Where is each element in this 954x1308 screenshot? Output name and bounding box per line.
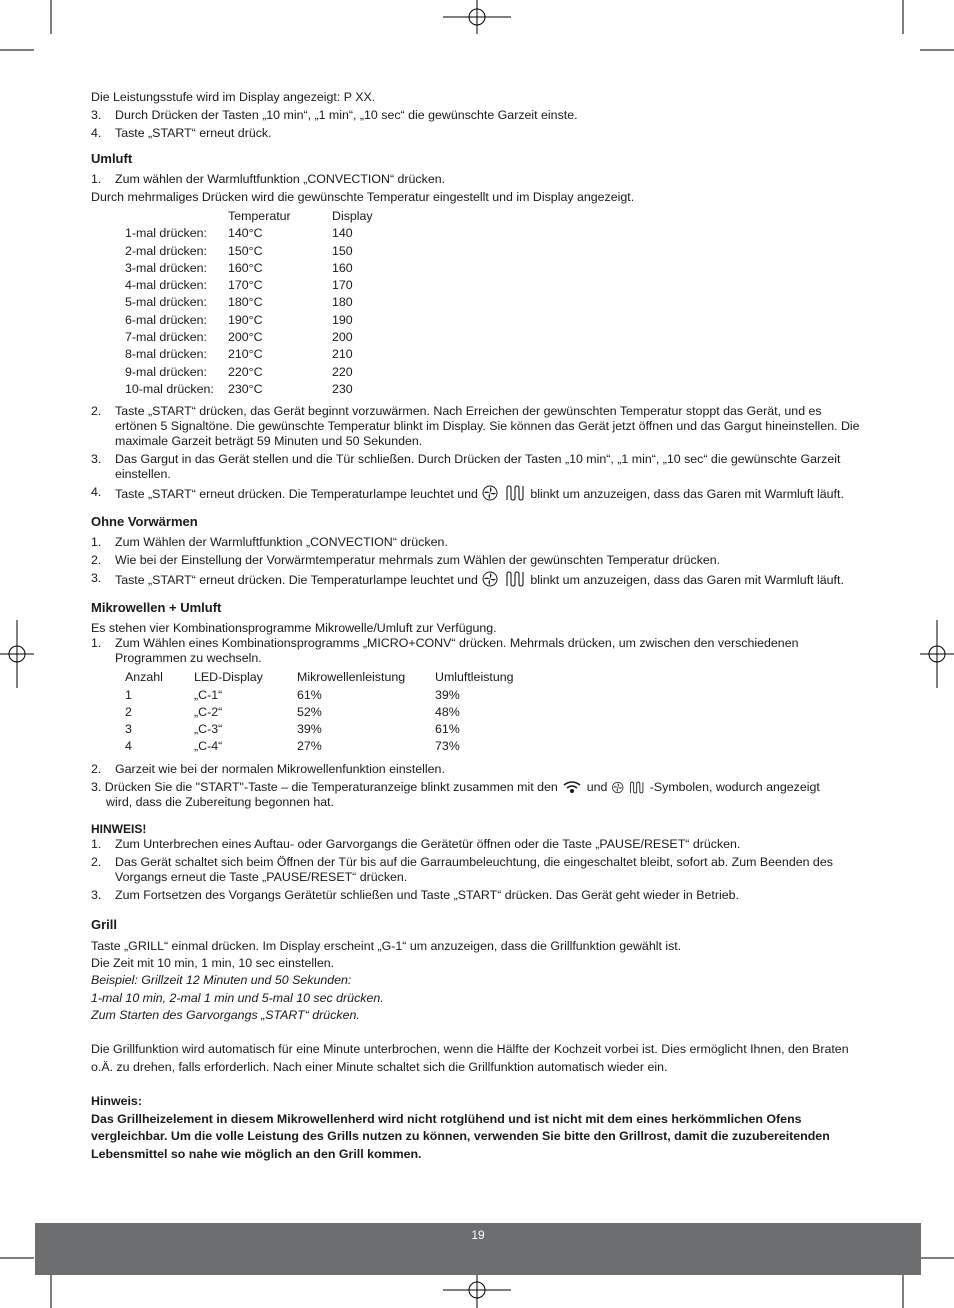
table-cell: 180 — [332, 295, 353, 310]
table-header-cell — [125, 209, 228, 226]
table-cell: 5-mal drücken: — [125, 295, 207, 310]
note-heading: Hinweis: — [91, 1094, 142, 1109]
microwave-waves-icon — [561, 780, 583, 794]
table-cell: „C-2“ — [194, 704, 223, 719]
table-cell: „C-4“ — [194, 739, 223, 754]
paragraph: Durch mehrmaliges Drücken wird die gewünschte Temperatur eingestellt und im Display angezeigt. — [91, 190, 635, 204]
list-item: 4. Taste „START“ erneut drücken. Die Temperaturlampe leuchtet und blinkt um anzuzeigen, dass das Garen mit Warmluft läuft. — [91, 485, 844, 502]
power-level-line: Die Leistungsstufe wird im Display angezeigt: P XX. — [91, 90, 376, 104]
heating-element-icon — [505, 571, 527, 587]
table-header-cell: Umluftleistung — [435, 670, 514, 685]
table-row — [125, 722, 514, 739]
list-item: 3. Taste „START“ erneut drücken. Die Temperaturlampe leuchtet und blinkt um anzuzeigen, dass das Garen mit Warmluft läuft. — [91, 571, 844, 588]
table-cell: 230 — [332, 381, 353, 396]
example-line: Beispiel: Grillzeit 12 Minuten und 50 Sekunden: — [91, 973, 352, 988]
table-header-row — [125, 670, 514, 687]
section-heading-umluft: Umluft — [91, 151, 133, 166]
list-item: 1. Zum Unterbrechen eines Auftau- oder Garvorgangs die Gerätetür öffnen oder die Taste „PAUSE/RESET“ drücken. — [91, 836, 741, 851]
table-cell: 220 — [332, 364, 353, 379]
heating-element-icon — [629, 781, 646, 794]
table-row — [125, 739, 514, 756]
table-row — [125, 278, 373, 295]
list-item: 2. Das Gerät schaltet sich beim Öffnen der Tür bis auf die Garraumbeleuchtung, die eingeschaltet bleibt, sofort ab. Zum Beenden des Vorgangs erneut die Taste „PAUSE/RESET“ drücken. — [91, 854, 833, 884]
table-cell: 6-mal drücken: — [125, 312, 207, 327]
table-cell: 1 — [125, 687, 132, 702]
heating-element-icon — [505, 485, 527, 501]
table-row — [125, 295, 373, 312]
list-item: 2. Wie bei der Einstellung der Vorwärmtemperatur mehrmals zum Wählen der gewünschten Temperatur drücken. — [91, 553, 721, 568]
table-cell: 39% — [435, 687, 460, 702]
table-cell: 160 — [332, 260, 353, 275]
table-cell: 170 — [332, 278, 353, 293]
table-cell: 230°C — [228, 381, 263, 396]
table-cell: 170°C — [228, 278, 263, 293]
table-row — [125, 313, 373, 330]
table-cell: 7-mal drücken: — [125, 330, 207, 345]
table-cell: 140 — [332, 226, 353, 241]
table-cell: 2-mal drücken: — [125, 243, 207, 258]
table-cell: 4 — [125, 739, 132, 754]
fan-icon — [611, 781, 626, 794]
table-cell: „C-3“ — [194, 722, 223, 737]
paragraph: Es stehen vier Kombinationsprogramme Mikrowelle/Umluft zur Verfügung. — [91, 621, 497, 636]
list-item: 3. Das Gargut in das Gerät stellen und die Tür schließen. Durch Drücken der Tasten „10 min“, „1 min“, „10 sec“ die gewünschte Garzeit einstellen. — [91, 452, 841, 482]
table-cell: „C-1“ — [194, 687, 223, 702]
table-cell: 220°C — [228, 364, 263, 379]
example-line: 1-mal 10 min, 2-mal 1 min und 5-mal 10 sec drücken. — [91, 990, 384, 1005]
table-cell: 3 — [125, 722, 132, 737]
table-cell: 210 — [332, 347, 353, 362]
table-row — [125, 330, 373, 347]
list-item: 3. Zum Fortsetzen des Vorgangs Gerätetür schließen und Taste „START“ drücken. Das Gerät geht wieder in Betrieb. — [91, 887, 739, 902]
table-cell: 61% — [435, 722, 460, 737]
table-row — [125, 688, 514, 705]
table-cell: 210°C — [228, 347, 263, 362]
table-cell: 190 — [332, 312, 353, 327]
paragraph: Taste „GRILL“ einmal drücken. Im Display erscheint „G-1“ um anzuzeigen, dass die Grillfunktion gewählt ist. — [91, 938, 682, 953]
list-item: 1. Zum Wählen der Warmluftfunktion „CONVECTION“ drücken. — [91, 535, 448, 550]
section-heading-mikrowellen-umluft: Mikrowellen + Umluft — [91, 600, 222, 616]
table-row — [125, 365, 373, 382]
table-cell: 9-mal drücken: — [125, 364, 207, 379]
table-row — [125, 382, 373, 399]
page-number: 19 — [471, 1228, 485, 1242]
fan-icon — [481, 571, 501, 587]
footer-band — [35, 1223, 921, 1275]
table-row — [125, 244, 373, 261]
list-item: 3. Durch Drücken der Tasten „10 min“, „1 min“, „10 sec“ die gewünschte Garzeit einste. — [91, 108, 578, 122]
table-row — [125, 226, 373, 243]
paragraph: Die Grillfunktion wird automatisch für eine Minute unterbrochen, wenn die Hälfte der Kochzeit vorbei ist. Dies ermöglicht Ihnen, den Braten o.Ä. zu drehen, falls erforderlich. Nach einer Minute schaltet sich die Grillfunktion automatisch wieder ein. — [91, 1042, 849, 1074]
manual-page-content — [91, 90, 866, 1163]
table-cell: 200 — [332, 330, 353, 345]
table-header-cell: Anzahl — [125, 670, 163, 685]
table-cell: 160°C — [228, 260, 263, 275]
list-item: 3. Drücken Sie die "START"-Taste – die Temperaturanzeige blinkt zusammen mit den und -Symbolen, wodurch angezeigt wird, dass die Zubereitung begonnen hat. — [91, 779, 820, 809]
table-cell: 200°C — [228, 330, 263, 345]
table-cell: 27% — [297, 739, 322, 754]
table-cell: 190°C — [228, 312, 263, 327]
table-cell: 8-mal drücken: — [125, 347, 207, 362]
example-line: Zum Starten des Garvorgangs „START“ drücken. — [91, 1007, 360, 1022]
table-header-cell: LED-Display — [194, 670, 263, 685]
table-row — [125, 705, 514, 722]
section-heading-ohne-vorwaermen: Ohne Vorwärmen — [91, 514, 198, 530]
list-item: 2. Taste „START“ drücken, das Gerät beginnt vorzuwärmen. Nach Erreichen der gewünschten Temperatur stoppt das Gerät, und es ertönen 5 Signaltöne. Die gewünschte Temperatur blinkt im Display. Sie können das Gerät jetzt öffnen und das Gargut hineinstellen. Die maximale Garzeit beträgt 59 Minuten und 50 Sekunden. — [91, 404, 860, 449]
table-cell: 52% — [297, 704, 322, 719]
table-cell: 150 — [332, 243, 353, 258]
list-item: 2. Garzeit wie bei der normalen Mikrowellenfunktion einstellen. — [91, 761, 445, 776]
table-cell: 180°C — [228, 295, 263, 310]
table-header-cell: Display — [332, 209, 373, 223]
table-header-cell: Temperatur — [228, 209, 291, 223]
table-cell: 4-mal drücken: — [125, 278, 207, 293]
combination-program-table — [125, 670, 514, 756]
table-cell: 150°C — [228, 243, 263, 258]
list-item: 4. Taste „START“ erneut drück. — [91, 126, 272, 140]
table-cell: 2 — [125, 704, 132, 719]
table-cell: 48% — [435, 704, 460, 719]
list-item: 1. Zum wählen der Warmluftfunktion „CONVECTION“ drücken. — [91, 172, 446, 186]
table-cell: 39% — [297, 722, 322, 737]
notice-heading: HINWEIS! — [91, 821, 147, 836]
table-cell: 61% — [297, 687, 322, 702]
table-header-cell: Mikrowellenleistung — [297, 670, 406, 685]
table-cell: 140°C — [228, 226, 263, 241]
table-header-row — [125, 209, 373, 226]
list-item: 1. Zum Wählen eines Kombinationsprogramms „MICRO+CONV“ drücken. Mehrmals drücken, um zwischen den verschiedenen Programmen zu wechseln. — [91, 636, 799, 666]
temperature-table — [125, 209, 373, 399]
table-cell: 10-mal drücken: — [125, 381, 214, 396]
paragraph: Die Zeit mit 10 min, 1 min, 10 sec einstellen. — [91, 956, 335, 971]
note-text: Das Grillheizelement in diesem Mikrowellenherd wird nicht rotglühend und ist nicht mit dem eines herkömmlichen Ofens vergleichbar. Um die volle Leistung des Grills nutzen zu können, verwenden Sie bitte den Grillrost, damit die zuzubereitenden Lebensmittel so nahe wie möglich an den Grill kommen. — [91, 1111, 830, 1161]
table-cell: 73% — [435, 739, 460, 754]
fan-icon — [481, 485, 501, 501]
section-heading-grill: Grill — [91, 916, 118, 932]
table-row — [125, 347, 373, 364]
table-cell: 3-mal drücken: — [125, 260, 207, 275]
table-cell: 1-mal drücken: — [125, 226, 207, 241]
table-row — [125, 261, 373, 278]
